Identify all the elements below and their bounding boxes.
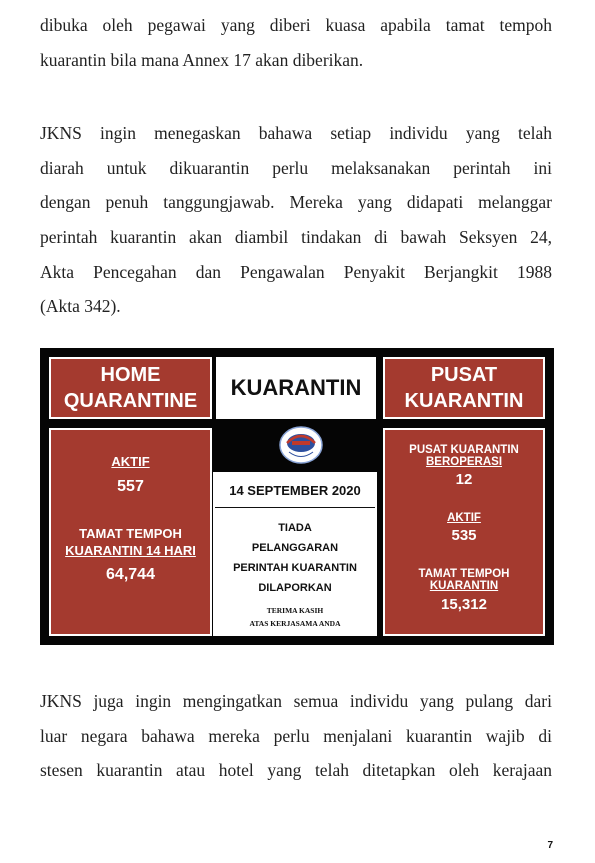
divider: [215, 507, 375, 508]
home-aktif-label: AKTIF: [111, 454, 150, 469]
beroperasi-value: 12: [455, 471, 473, 488]
pusat-title-line2: KUARANTIN: [404, 390, 524, 412]
pusat-aktif-value: 535: [451, 527, 477, 544]
paragraph-line: (Akta 342).: [40, 296, 121, 317]
beroperasi-label-line1: PUSAT KUARANTIN: [409, 444, 519, 456]
paragraph-line: luar negara bahawa mereka perlu menjalani kuarantin wajib di: [40, 725, 552, 746]
thanks-line: ATAS KERJASAMA ANDA: [249, 619, 341, 628]
paragraph-1: [40, 8, 552, 77]
thanks-note: [215, 604, 375, 630]
quarantine-infographic: [40, 348, 554, 645]
home-tamat-label-line2: KUARANTIN 14 HARI: [65, 543, 196, 558]
home-quarantine-stats: [49, 428, 212, 636]
notice-line: DILAPORKAN: [258, 582, 332, 594]
paragraph-line: dengan penuh tanggungjawab. Mereka yang didapati melanggar: [40, 192, 552, 213]
home-quarantine-header: [49, 357, 212, 419]
notice-line: PELANGGARAN: [251, 542, 339, 554]
thanks-line: TERIMA KASIH: [266, 606, 324, 615]
notice-message: [215, 518, 375, 598]
home-title-line1: HOME: [100, 364, 161, 386]
pusat-kuarantin-stats: [383, 428, 545, 636]
paragraph-line: JKNS juga ingin mengingatkan semua individu yang pulang dari: [40, 691, 552, 711]
paragraph-line: perintah kuarantin akan diambil tindakan di bawah Seksyen 24,: [40, 227, 552, 248]
paragraph-line: Akta Pencegahan dan Pengawalan Penyakit Berjangkit 1988: [40, 261, 552, 282]
pusat-tamat-value: 15,312: [441, 596, 487, 613]
beroperasi-label-line2: BEROPERASI: [425, 456, 503, 468]
pusat-tamat-label-line1: TAMAT TEMPOH: [418, 568, 510, 580]
notice-line: TIADA: [278, 522, 312, 534]
notice-line: PERINTAH KUARANTIN: [233, 562, 357, 574]
home-tamat-value: 64,744: [106, 566, 155, 583]
home-title-line2: QUARANTINE: [63, 390, 198, 412]
notice-date: 14 SEPTEMBER 2020: [229, 483, 361, 498]
pusat-kuarantin-header: [383, 357, 545, 419]
page-number: 7: [547, 840, 553, 851]
center-notice: [213, 472, 377, 636]
paragraph-line: JKNS ingin menegaskan bahawa setiap individu yang telah: [40, 123, 552, 143]
jkn-emblem-icon: [277, 425, 325, 465]
paragraph-line: stesen kuarantin atau hotel yang telah ditetapkan oleh kerajaan: [40, 760, 552, 781]
pusat-tamat-label-line2: KUARANTIN: [429, 580, 499, 592]
paragraph-3: [40, 684, 552, 788]
paragraph-line: diarah untuk dikuarantin perlu melaksanakan perintah ini: [40, 157, 552, 178]
paragraph-line: dibuka oleh pegawai yang diberi kuasa apabila tamat tempoh: [40, 15, 552, 35]
paragraph-line: kuarantin bila mana Annex 17 akan diberikan.: [40, 49, 364, 70]
kuarantin-header: [216, 357, 376, 419]
center-title: KUARANTIN: [230, 375, 362, 400]
pusat-title-line1: PUSAT: [430, 364, 498, 386]
paragraph-2: [40, 116, 552, 324]
home-aktif-value: 557: [117, 478, 144, 495]
home-tamat-label-line1: TAMAT TEMPOH: [79, 526, 182, 541]
pusat-aktif-label: AKTIF: [447, 512, 481, 524]
